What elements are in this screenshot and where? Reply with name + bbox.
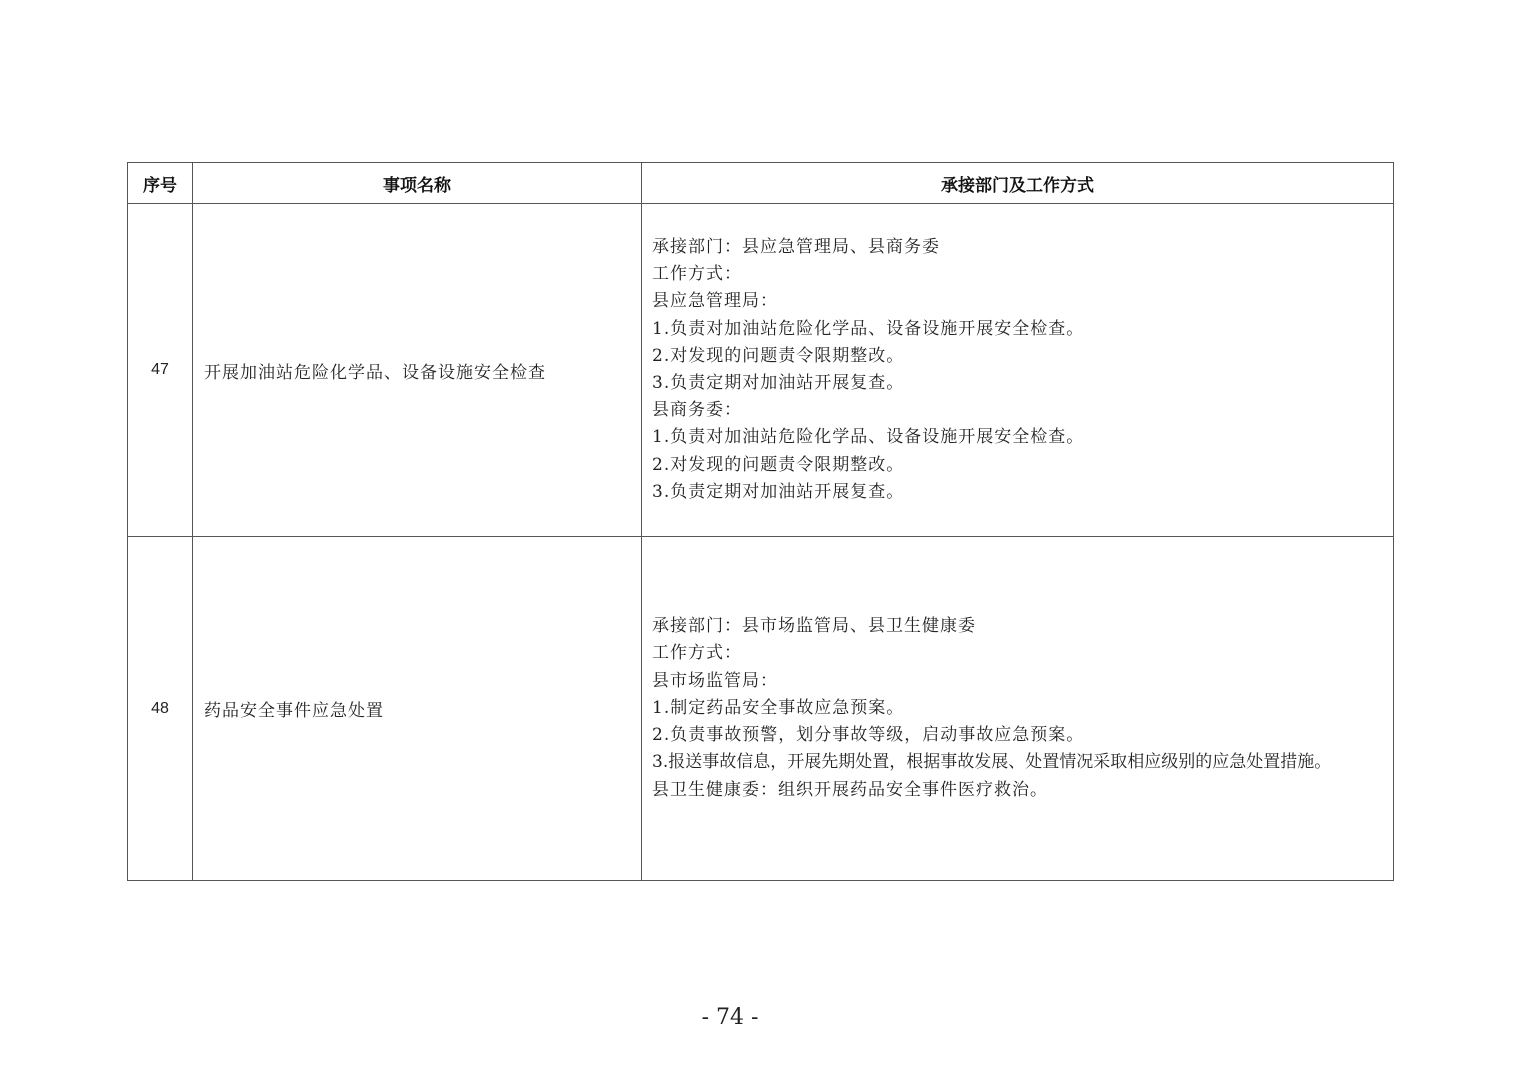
dept-line: 1.负责对加油站危险化学品、设备设施开展安全检查。 — [652, 427, 1085, 448]
dept-method-cell — [642, 204, 1394, 537]
dept-line: 1.负责对加油站危险化学品、设备设施开展安全检查。 — [652, 318, 1085, 339]
dept-line: 县市场监管局： — [652, 670, 778, 691]
dept-line: 3.负责定期对加油站开展复查。 — [652, 373, 905, 393]
table-row — [128, 537, 1394, 881]
dept-method-cell — [642, 537, 1394, 881]
dept-line: 县应急管理局： — [652, 291, 778, 312]
dept-line: 县商务委： — [652, 400, 742, 421]
header-row — [128, 163, 1394, 204]
row-number: 48 — [128, 537, 193, 881]
dept-line: 承接部门：县应急管理局、县商务委 — [652, 236, 940, 257]
dept-line: 2.对发现的问题责令限期整改。 — [652, 454, 905, 475]
dept-line: 2.负责事故预警，划分事故等级，启动事故应急预案。 — [652, 725, 1085, 746]
dept-line: 承接部门：县市场监管局、县卫生健康委 — [652, 616, 976, 637]
table-row — [128, 204, 1394, 537]
dept-line: 工作方式： — [652, 264, 742, 285]
dept-line: 县卫生健康委：组织开展药品安全事件医疗救治。 — [652, 779, 1048, 800]
dept-line: 2.对发现的问题责令限期整改。 — [652, 345, 905, 366]
dept-line: 3.报送事故信息，开展先期处置，根据事故发展、处置情况采取相应级别的应急处置措施。 — [652, 752, 1332, 773]
row-number: 47 — [128, 204, 193, 537]
header-name: 事项名称 — [193, 163, 642, 204]
header-no: 序号 — [128, 163, 193, 204]
page-number: - 74 - — [701, 1005, 759, 1030]
header-dept: 承接部门及工作方式 — [642, 163, 1394, 204]
matter-name: 开展加油站危险化学品、设备设施安全检查 — [193, 204, 642, 537]
dept-line: 1.制定药品安全事故应急预案。 — [652, 697, 905, 718]
dept-line: 工作方式： — [652, 643, 742, 664]
dept-line: 3.负责定期对加油站开展复查。 — [652, 481, 905, 502]
matter-name: 药品安全事件应急处置 — [193, 537, 642, 881]
matters-table — [127, 162, 1394, 881]
